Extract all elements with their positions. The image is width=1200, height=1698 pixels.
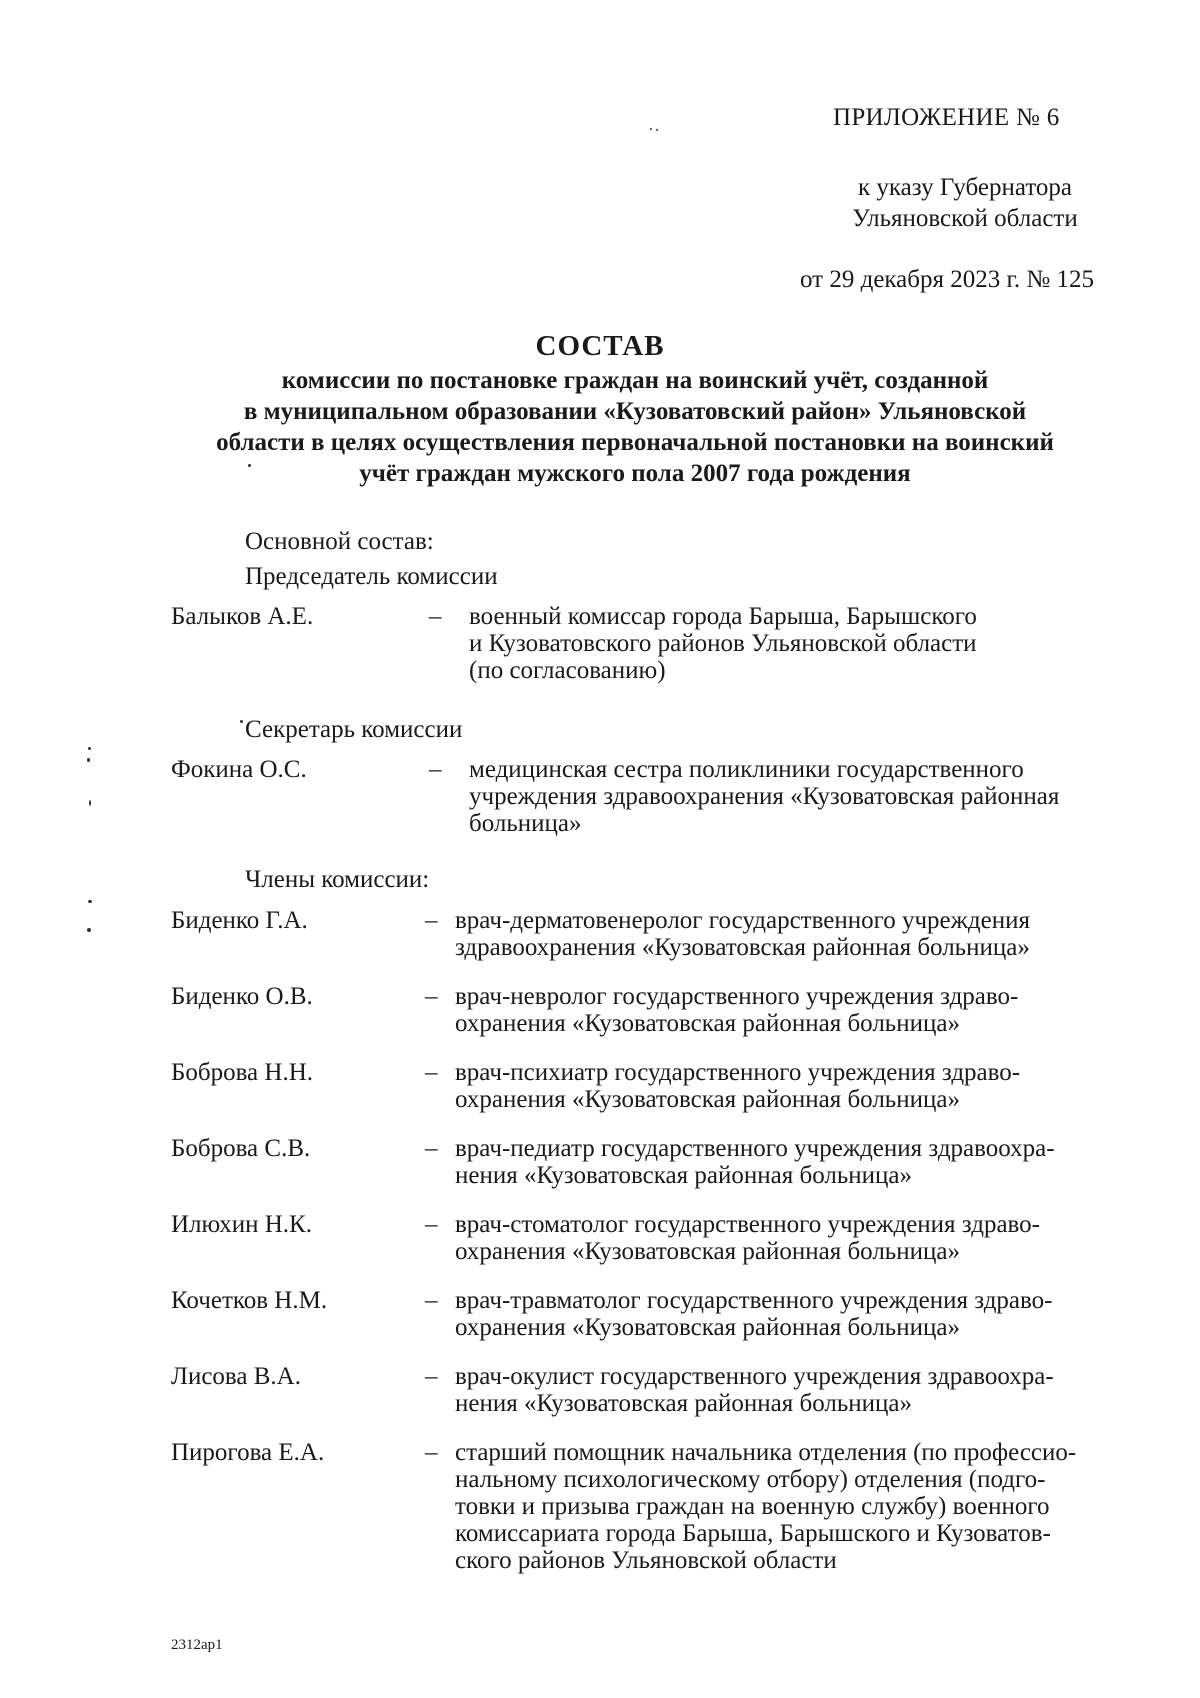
dash-separator: –	[425, 1363, 438, 1390]
document-title: СОСТАВ	[535, 330, 665, 362]
member-name: Биденко Г.А.	[171, 907, 308, 934]
member-position	[455, 983, 1144, 1037]
document-subtitle	[140, 365, 1130, 489]
position-line: больница»	[469, 810, 582, 837]
position-line: охранения «Кузоватовская районная больница»	[455, 1238, 960, 1265]
member-position	[455, 1211, 1144, 1265]
document-code: 2312ap1	[171, 1637, 223, 1653]
member-name: Илюхин Н.К.	[171, 1211, 312, 1238]
dash-separator: –	[429, 603, 442, 630]
dash-separator: –	[425, 1439, 438, 1466]
position-line: ского районов Ульяновской области	[455, 1547, 837, 1574]
position-line: врач-психиатр государственного учреждения здраво-	[455, 1059, 1021, 1086]
dash-separator: –	[425, 1287, 438, 1314]
position-line: врач-стоматолог государственного учреждения здраво-	[455, 1211, 1040, 1238]
position-line: товки и призыва граждан на военную службу) военного	[455, 1493, 1050, 1520]
position-line: старший помощник начальника отделения (по профессио-	[455, 1439, 1077, 1466]
position-line: врач-педиатр государственного учреждения здравоохра-	[455, 1135, 1055, 1162]
member-position	[455, 1135, 1144, 1189]
position-line: врач-травматолог государственного учреждения здраво-	[455, 1287, 1053, 1314]
member-name: Фокина О.С.	[171, 756, 307, 783]
member-position	[455, 907, 1144, 961]
position-line: охранения «Кузоватовская районная больница»	[455, 1010, 960, 1037]
member-position	[455, 1287, 1144, 1341]
position-line: военный комиссар города Барыша, Барышского	[469, 603, 977, 630]
position-line: врач-невролог государственного учреждения здраво-	[455, 983, 1019, 1010]
position-line: (по согласованию)	[469, 657, 666, 684]
dash-separator: –	[425, 983, 438, 1010]
position-line: учреждения здравоохранения «Кузоватовская районная	[469, 783, 1060, 810]
section-chairman: Председатель комиссии	[245, 563, 498, 590]
member-name: Кочетков Н.М.	[171, 1287, 328, 1314]
member-name: Биденко О.В.	[171, 983, 313, 1010]
scan-speck	[88, 747, 91, 750]
position-line: врач-окулист государственного учреждения здравоохра-	[455, 1363, 1054, 1390]
dash-separator: –	[425, 1059, 438, 1086]
scan-speck	[248, 464, 251, 467]
member-position	[455, 1439, 1144, 1574]
subtitle-line: в муниципальном образовании «Кузоватовский район» Ульяновской	[243, 398, 1027, 425]
scan-speck	[87, 928, 91, 932]
position-line: нения «Кузоватовская районная больница»	[455, 1162, 912, 1189]
member-position	[469, 756, 1144, 837]
member-name: Боброва Н.Н.	[171, 1059, 314, 1086]
member-name: Балыков А.Е.	[171, 603, 314, 630]
position-line: нальному психологическому отбору) отделения (подго-	[455, 1466, 1046, 1493]
appendix-number: ПРИЛОЖЕНИЕ № 6	[833, 104, 1060, 131]
dash-separator: –	[425, 1211, 438, 1238]
position-line: нения «Кузоватовская районная больница»	[455, 1390, 912, 1417]
subtitle-line: области в целях осуществления первоначальной постановки на воинский	[216, 429, 1054, 456]
scan-speck	[650, 128, 652, 130]
dash-separator: –	[425, 1135, 438, 1162]
member-name: Пирогова Е.А.	[171, 1439, 325, 1466]
subtitle-line: учёт граждан мужского пола 2007 года рождения	[359, 460, 911, 487]
scan-speck	[87, 758, 90, 762]
position-line: и Кузоватовского районов Ульяновской области	[469, 630, 977, 657]
decree-date: от 29 декабря 2023 г. № 125	[800, 266, 1095, 293]
position-line: врач-дерматовенеролог государственного учреждения	[455, 907, 1030, 934]
member-name: Боброва С.В.	[171, 1135, 311, 1162]
scan-speck	[656, 129, 658, 131]
section-members: Члены комиссии:	[245, 866, 430, 893]
member-position	[469, 603, 1144, 684]
decree-line-1: к указу Губернатора	[857, 174, 1073, 201]
scan-speck	[88, 900, 92, 903]
position-line: охранения «Кузоватовская районная больница»	[455, 1314, 960, 1341]
position-line: медицинская сестра поликлиники государственного	[469, 756, 1024, 783]
decree-line-2: Ульяновской области	[852, 205, 1078, 232]
subtitle-line: комиссии по постановке граждан на воинский учёт, созданной	[281, 367, 989, 394]
scan-speck	[89, 800, 91, 806]
section-secretary: Секретарь комиссии	[245, 716, 463, 743]
position-line: здравоохранения «Кузоватовская районная больница»	[455, 934, 1030, 961]
decree-reference	[835, 172, 1095, 234]
member-name: Лисова В.А.	[171, 1363, 301, 1390]
member-position	[455, 1363, 1144, 1417]
position-line: охранения «Кузоватовская районная больница»	[455, 1086, 960, 1113]
dash-separator: –	[425, 907, 438, 934]
position-line: комиссариата города Барыша, Барышского и Кузоватов-	[455, 1520, 1051, 1547]
section-main-composition: Основной состав:	[245, 528, 434, 555]
dash-separator: –	[429, 756, 442, 783]
member-position	[455, 1059, 1144, 1113]
scan-speck	[240, 720, 243, 723]
